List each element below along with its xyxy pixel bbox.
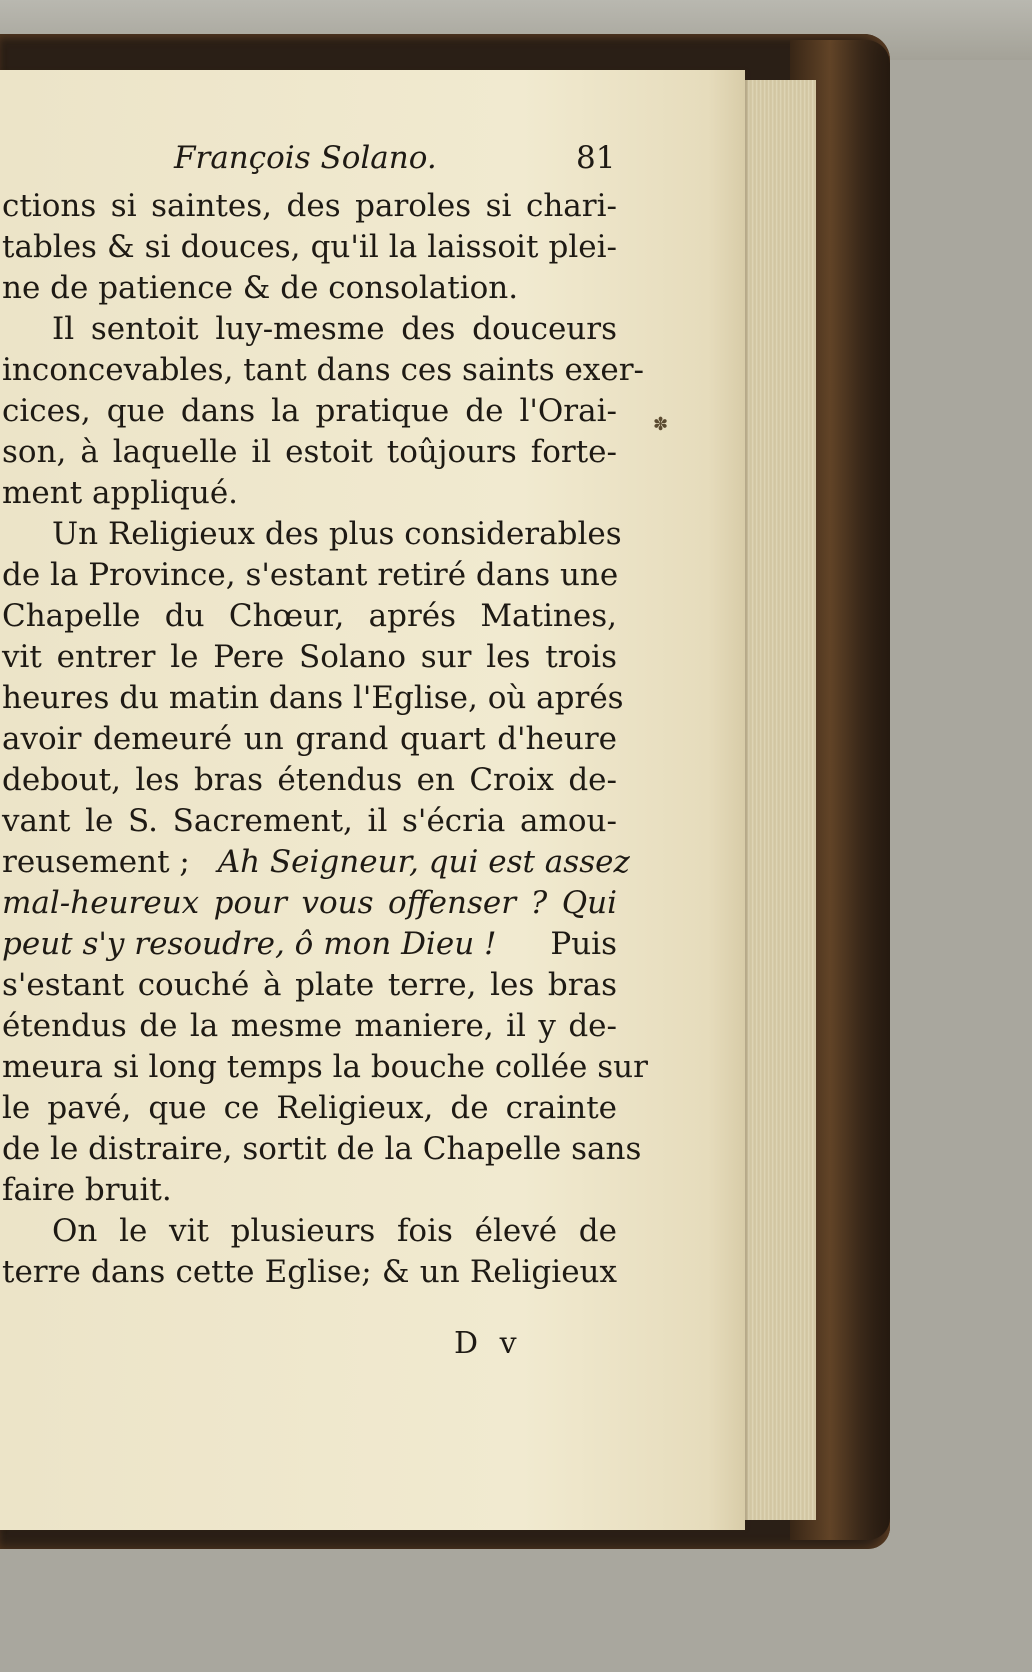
text-line: faire bruit. [2, 1172, 172, 1208]
text-line [2, 842, 630, 883]
ink-smudge-icon: ✽ [653, 414, 669, 435]
text-line: cices, que dans la pratique de l'Orai- [2, 393, 617, 429]
text-line: tables & si douces, qu'il la laissoit plei- [2, 229, 617, 265]
running-title: François Solano. [174, 140, 437, 176]
italic-speech-line: mal-heureux pour vous offenser ? Qui [2, 885, 617, 921]
text-span: reusement ; [2, 844, 190, 880]
text-line: ctions si saintes, des paroles si chari- [2, 188, 617, 224]
text-line: de la Province, s'estant retiré dans une [2, 557, 619, 593]
page-number: 81 [576, 140, 616, 176]
text-line: On le vit plusieurs fois élevé de [52, 1213, 617, 1249]
text-line: vant le S. Sacrement, il s'écria amou- [2, 803, 617, 839]
text-line: Chapelle du Chœur, aprés Matines, [2, 598, 617, 634]
text-line: vit entrer le Pere Solano sur les trois [2, 639, 617, 675]
text-line: le pavé, que ce Religieux, de crainte [2, 1090, 617, 1126]
text-line: debout, les bras étendus en Croix de- [2, 762, 617, 798]
italic-speech: Ah Seigneur, qui est assez [217, 844, 630, 880]
signature-mark: D v [454, 1326, 523, 1361]
page-edges [740, 80, 816, 1520]
page-text [2, 140, 648, 1293]
text-span: Puis [550, 926, 617, 962]
text-line: ne de patience & de consolation. [2, 270, 519, 306]
text-line: avoir demeuré un grand quart d'heure [2, 721, 617, 757]
text-line [2, 924, 617, 965]
text-line: heures du matin dans l'Eglise, où aprés [2, 680, 624, 716]
text-line: ment appliqué. [2, 475, 239, 511]
text-line: Il sentoit luy-mesme des douceurs [52, 311, 617, 347]
text-line: Un Religieux des plus considerables [52, 516, 622, 552]
text-line: terre dans cette Eglise; & un Religieux [2, 1254, 617, 1290]
text-line: son, à laquelle il estoit toûjours forte- [2, 434, 617, 470]
text-line: inconcevables, tant dans ces saints exer- [2, 352, 644, 388]
italic-speech: peut s'y resoudre, ô mon Dieu ! [2, 926, 497, 962]
page-header [2, 140, 617, 186]
text-line: s'estant couché à plate terre, les bras [2, 967, 617, 1003]
text-line: de le distraire, sortit de la Chapelle sans [2, 1131, 642, 1167]
text-line: étendus de la mesme maniere, il y de- [2, 1008, 617, 1044]
text-line: meura si long temps la bouche collée sur [2, 1049, 648, 1085]
